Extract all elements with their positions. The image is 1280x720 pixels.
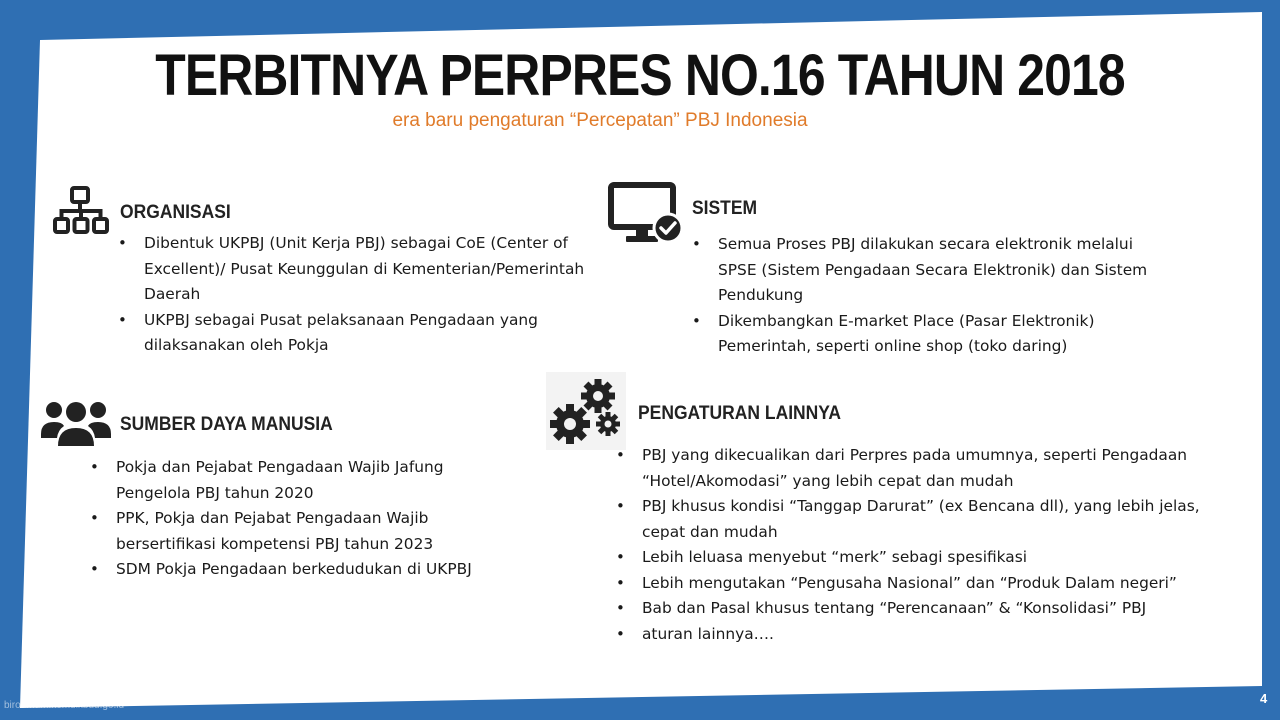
section-heading-organisasi: ORGANISASI xyxy=(120,202,231,223)
list-item xyxy=(616,571,1221,597)
section-heading-sdm: SUMBER DAYA MANUSIA xyxy=(120,414,333,435)
bullet-text: Dibentuk UKPBJ (Unit Kerja PBJ) sebagai CoE (Center of Excellent)/ Pusat Keunggulan di Kementerian/Pemerintah Daerah xyxy=(144,234,585,303)
bullet-text: PBJ khusus kondisi “Tanggap Darurat” (ex Bencana dll), yang lebih jelas, cepat dan mudah xyxy=(642,497,1200,541)
gears-icon xyxy=(546,372,626,450)
pengaturan-bullet-list xyxy=(616,443,1221,647)
bullet-text: Dikembangkan E-market Place (Pasar Elektronik) Pemerintah, seperti online shop (toko daring) xyxy=(718,311,1095,355)
bullet-text: UKPBJ sebagai Pusat pelaksanaan Pengadaan yang dilaksanakan oleh Pokja xyxy=(144,310,538,354)
bullet-text: PBJ yang dikecualikan dari Perpres pada umumnya, seperti Pengadaan “Hotel/Akomodasi” yang lebih cepat dan mudah xyxy=(642,446,1188,490)
list-item xyxy=(90,455,490,506)
list-item xyxy=(616,545,1221,571)
list-item xyxy=(90,506,490,557)
sistem-bullet-list xyxy=(692,232,1172,360)
sdm-bullet-list xyxy=(90,455,490,583)
list-item xyxy=(616,596,1221,622)
page-subtitle: era baru pengaturan “Percepatan” PBJ Indonesia xyxy=(392,110,808,131)
list-item xyxy=(692,309,1172,360)
list-item xyxy=(616,443,1221,494)
org-chart-icon xyxy=(52,186,110,236)
bullet-text: Lebih leluasa menyebut “merk” sebagi spesifikasi xyxy=(642,548,1028,566)
list-item xyxy=(90,557,490,583)
page-number: 4 xyxy=(1260,691,1268,706)
list-item xyxy=(118,231,588,308)
section-heading-pengaturan: PENGATURAN LAINNYA xyxy=(638,403,841,424)
footer-source: biroumum.kemdikbud.go.id xyxy=(4,700,125,711)
list-item xyxy=(616,622,1221,648)
bullet-text: Bab dan Pasal khusus tentang “Perencanaan” & “Konsolidasi” PBJ xyxy=(642,599,1147,617)
section-heading-sistem: SISTEM xyxy=(692,198,758,219)
page-title: TERBITNYA PERPRES NO.16 TAHUN 2018 xyxy=(155,43,1125,108)
people-group-icon xyxy=(40,398,112,448)
bullet-text: Lebih mengutakan “Pengusaha Nasional” dan “Produk Dalam negeri” xyxy=(642,573,1177,592)
bullet-text: Semua Proses PBJ dilakukan secara elektronik melalui SPSE (Sistem Pengadaan Secara Elektronik) dan Sistem Pendukung xyxy=(718,235,1148,304)
bullet-text: Pokja dan Pejabat Pengadaan Wajib Jafung Pengelola PBJ tahun 2020 xyxy=(116,458,444,502)
monitor-check-icon xyxy=(608,182,686,246)
list-item xyxy=(692,232,1172,309)
bullet-text: aturan lainnya…. xyxy=(642,624,774,643)
list-item xyxy=(616,494,1221,545)
list-item xyxy=(118,308,588,359)
organisasi-bullet-list xyxy=(118,231,588,359)
bullet-text: PPK, Pokja dan Pejabat Pengadaan Wajib bersertifikasi kompetensi PBJ tahun 2023 xyxy=(116,509,434,553)
bullet-text: SDM Pokja Pengadaan berkedudukan di UKPBJ xyxy=(116,560,472,578)
